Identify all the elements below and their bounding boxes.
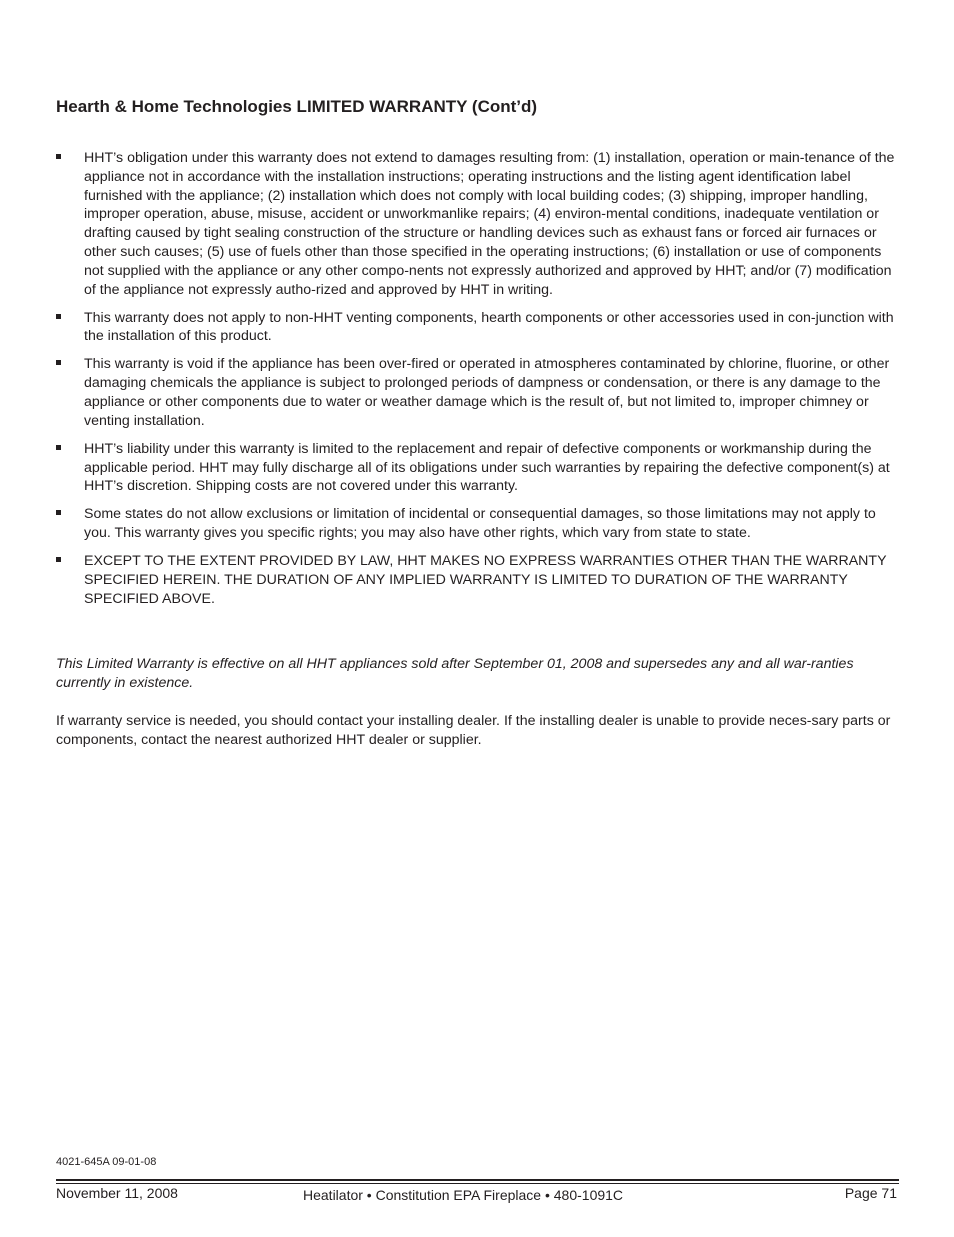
- footer-divider-thin: [56, 1183, 899, 1184]
- list-item-text: This warranty does not apply to non-HHT venting components, hearth components or other accessories used in con-junction with the installation of this product.: [84, 309, 894, 345]
- square-bullet-icon: [56, 445, 61, 450]
- square-bullet-icon: [56, 154, 61, 159]
- list-item-text: HHT’s liability under this warranty is limited to the replacement and repair of defective components or workmanship during the applicable period. HHT may fully discharge all of its obligations under such warranties by repairing the defective component(s) at HHT’s discretion. Shipping costs are not covered under this warranty.: [84, 440, 890, 495]
- list-item: [56, 309, 901, 347]
- list-item-text: HHT’s obligation under this warranty does not extend to damages resulting from: (1) installation, operation or main-tenance of the appliance not in accordance with the installation instructions; operating instructions and the listing agent identification label furnished with the appliance; (2) installation which does not comply with local building codes; (3) shipping, improper handling, improper operation, abuse, misuse, accident or unworkmanlike repairs; (4) environ-mental conditions, inadequate ventilation or drafting caused by tight sealing construction of the structure or handling devices such as exhaust fans or forced air furnaces or other such causes; (5) use of fuels other than those specified in the operating instructions; (6) installation or use of components not supplied with the appliance or any other compo-nents not expressly authorized and approved by HHT; and/or (7) modification of the appliance not expressly autho-rized and approved by HHT in writing.: [84, 150, 895, 298]
- square-bullet-icon: [56, 510, 61, 515]
- list-item: [56, 355, 901, 430]
- footer-product-info: Heatilator • Constitution EPA Fireplace • 480-1091C: [303, 1187, 624, 1203]
- list-item: [56, 149, 901, 299]
- list-item-text: This warranty is void if the appliance has been over-fired or operated in atmospheres contaminated by chlorine, fluorine, or other damaging chemicals the appliance is subject to prolonged periods of dampness or condensation, or there is any damage to the appliance or other components due to water or weather damage which is the result of, but not limited to, improper chimney or venting installation.: [84, 356, 890, 429]
- page-title: Hearth & Home Technologies LIMITED WARRANTY (Cont’d): [56, 97, 538, 116]
- document-code: 4021-645A 09-01-08: [56, 1156, 157, 1168]
- footer-divider-thick: [56, 1179, 899, 1181]
- square-bullet-icon: [56, 557, 61, 562]
- warranty-exclusions-list: [56, 149, 901, 618]
- effective-date-note: This Limited Warranty is effective on all HHT appliances sold after September 01, 2008 and supersedes any and all war-ranties currently in existence.: [56, 656, 854, 691]
- square-bullet-icon: [56, 314, 61, 319]
- list-item-text: Some states do not allow exclusions or limitation of incidental or consequential damages, so those limitations may not apply to you. This warranty gives you specific rights; you may also have other rights, which vary from state to state.: [84, 506, 876, 542]
- page-number: Page 71: [844, 1185, 897, 1201]
- list-item: [56, 552, 901, 608]
- square-bullet-icon: [56, 360, 61, 365]
- list-item-text: EXCEPT TO THE EXTENT PROVIDED BY LAW, HHT MAKES NO EXPRESS WARRANTIES OTHER THAN THE WARRANTY SPECIFIED HEREIN. THE DURATION OF ANY IMPLIED WARRANTY IS LIMITED TO DURATION OF THE WARRANTY SPECIFIED ABOVE.: [84, 553, 887, 607]
- list-item: [56, 505, 901, 543]
- list-item: [56, 440, 901, 496]
- warranty-service-note: If warranty service is needed, you should contact your installing dealer. If the installing dealer is unable to provide neces-sary parts or components, contact the nearest authorized HHT dealer or supplier.: [56, 713, 891, 748]
- footer-date: November 11, 2008: [56, 1185, 178, 1201]
